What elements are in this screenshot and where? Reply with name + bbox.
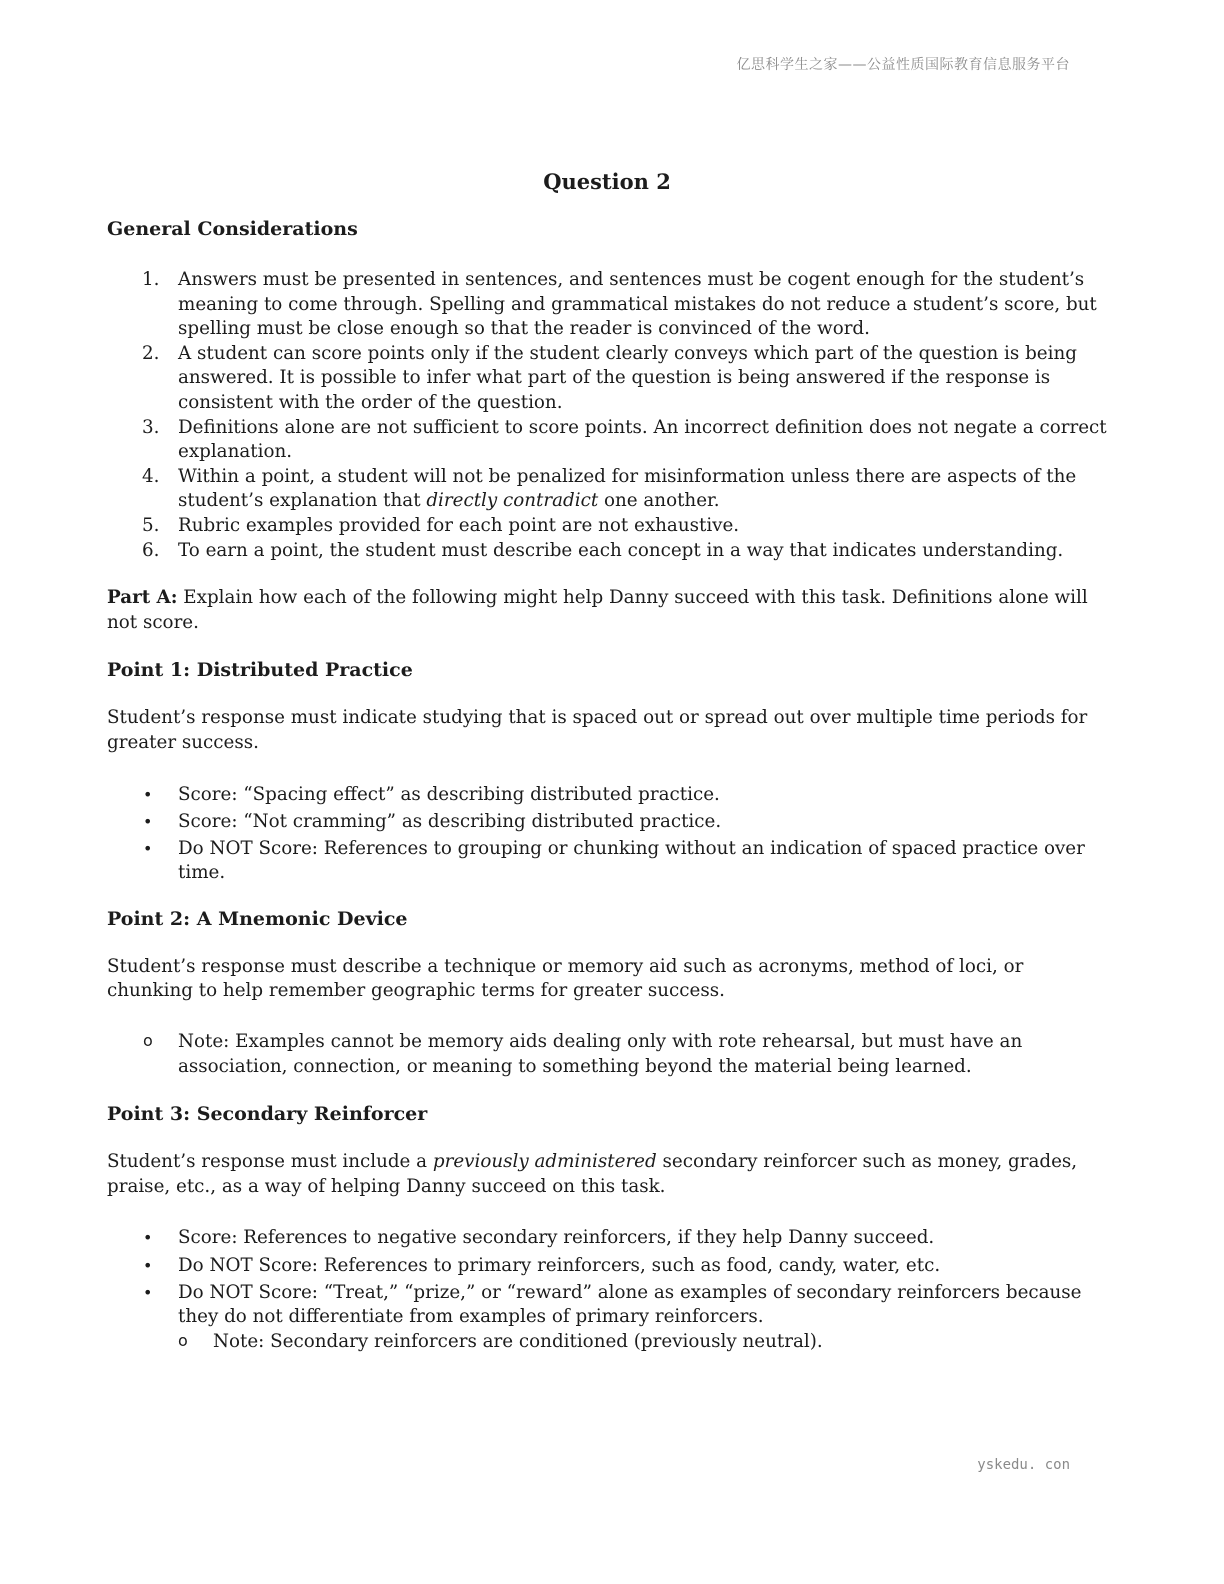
list-item-text: A student can score points only if the student clearly conveys which part of the question is being answered. It is possible to infer what part of the question is being answered if the response is consistent with the order of the question.	[178, 342, 1077, 413]
note-text: Note: Examples cannot be memory aids dealing only with rote rehearsal, but must have an association, connection, or meaning to something beyond the material being learned.	[178, 1031, 1023, 1077]
list-number: 3.	[142, 416, 160, 438]
bullet-item	[107, 1281, 1107, 1330]
part-a-paragraph	[107, 586, 1107, 635]
point-3-body-text-end: secondary reinforcer such as money, grades, praise, etc., as a way of helping Danny succeed on this task.	[107, 1151, 1078, 1197]
bullet-text: Score: “Not cramming” as describing distributed practice.	[178, 810, 722, 832]
list-number: 2.	[142, 342, 160, 364]
sub-note-item	[107, 1330, 1107, 1355]
list-number: 6.	[142, 539, 160, 561]
bullet-icon: •	[143, 838, 153, 858]
list-item	[107, 342, 1107, 416]
general-considerations-heading: General Considerations	[107, 218, 358, 240]
list-number: 4.	[142, 465, 160, 487]
bullet-text: Do NOT Score: References to grouping or chunking without an indication of spaced practice over time.	[178, 837, 1085, 884]
bullet-text: Do NOT Score: References to primary reinforcers, such as food, candy, water, etc.	[178, 1254, 941, 1276]
list-item-emphasis: directly contradict	[426, 490, 599, 512]
point-3-body-emphasis: previously administered	[432, 1151, 657, 1173]
point-1-body: Student’s response must indicate studying that is spaced out or spread out over multiple time periods for greater success.	[107, 707, 1088, 753]
bullet-icon: •	[143, 1282, 153, 1302]
bullet-item	[107, 783, 1107, 808]
bullet-icon: •	[143, 1255, 153, 1275]
circle-bullet-icon: o	[143, 1031, 153, 1051]
bullet-item	[107, 1254, 1107, 1279]
point-1-heading: Point 1: Distributed Practice	[107, 659, 413, 682]
document-content	[107, 168, 1107, 1354]
list-item-text: Definitions alone are not sufficient to score points. An incorrect definition does not negate a correct explanation.	[178, 416, 1107, 463]
general-considerations-list	[107, 268, 1107, 563]
point-1-bullets	[107, 783, 1107, 886]
sub-note-text: Note: Secondary reinforcers are conditioned (previously neutral).	[213, 1330, 823, 1352]
circle-bullet-icon: o	[178, 1330, 188, 1350]
list-item	[107, 416, 1107, 465]
list-item-text: Rubric examples provided for each point are not exhaustive.	[178, 514, 740, 536]
note-item	[107, 1030, 1107, 1079]
point-2-body: Student’s response must describe a technique or memory aid such as acronyms, method of loci, or chunking to help remember geographic terms for greater success.	[107, 955, 1024, 1002]
bullet-text: Do NOT Score: “Treat,” “prize,” or “reward” alone as examples of secondary reinforcers because they do not differentiate from examples of primary reinforcers.	[178, 1281, 1082, 1328]
point-2-notes	[107, 1030, 1107, 1079]
point-3-bullets	[107, 1226, 1107, 1329]
bullet-item	[107, 810, 1107, 835]
bullet-text: Score: References to negative secondary reinforcers, if they help Danny succeed.	[178, 1227, 935, 1249]
list-item	[107, 514, 1107, 539]
point-3-body	[107, 1150, 1107, 1199]
list-item-text: Answers must be presented in sentences, and sentences must be cogent enough for the student’s meaning to come through. Spelling and grammatical mistakes do not reduce a student’s score, but spelling must be close enough so that the reader is convinced of the word.	[178, 269, 1097, 340]
part-a-label: Part A:	[107, 587, 178, 609]
page-title: Question 2	[543, 169, 671, 194]
point-3-sub-notes	[107, 1330, 1107, 1355]
point-3-body-text: Student’s response must include a	[107, 1151, 433, 1173]
bullet-item	[107, 1226, 1107, 1251]
list-item	[107, 465, 1107, 514]
point-2-heading: Point 2: A Mnemonic Device	[107, 907, 408, 930]
list-item-text: To earn a point, the student must describe each concept in a way that indicates understanding.	[178, 539, 1064, 561]
list-number: 5.	[142, 514, 160, 536]
bullet-icon: •	[143, 1228, 153, 1248]
bullet-icon: •	[143, 784, 153, 804]
bullet-item	[107, 837, 1107, 886]
header-watermark: 亿思科学生之家——公益性质国际教育信息服务平台	[736, 57, 1070, 73]
bullet-icon: •	[143, 811, 153, 831]
bullet-text: Score: “Spacing effect” as describing distributed practice.	[178, 783, 720, 805]
list-number: 1.	[142, 269, 160, 290]
list-item-text-end: one another.	[598, 490, 720, 512]
point-3-heading: Point 3: Secondary Reinforcer	[107, 1103, 428, 1126]
list-item	[107, 268, 1107, 342]
list-item	[107, 539, 1107, 564]
part-a-text: Explain how each of the following might help Danny succeed with this task. Definitions alone will not score.	[107, 587, 1088, 633]
list-item-text: Within a point, a student will not be penalized for misinformation unless there are aspects of the student’s explanation that	[178, 465, 1077, 512]
footer-watermark: yskedu. con	[977, 1457, 1070, 1473]
